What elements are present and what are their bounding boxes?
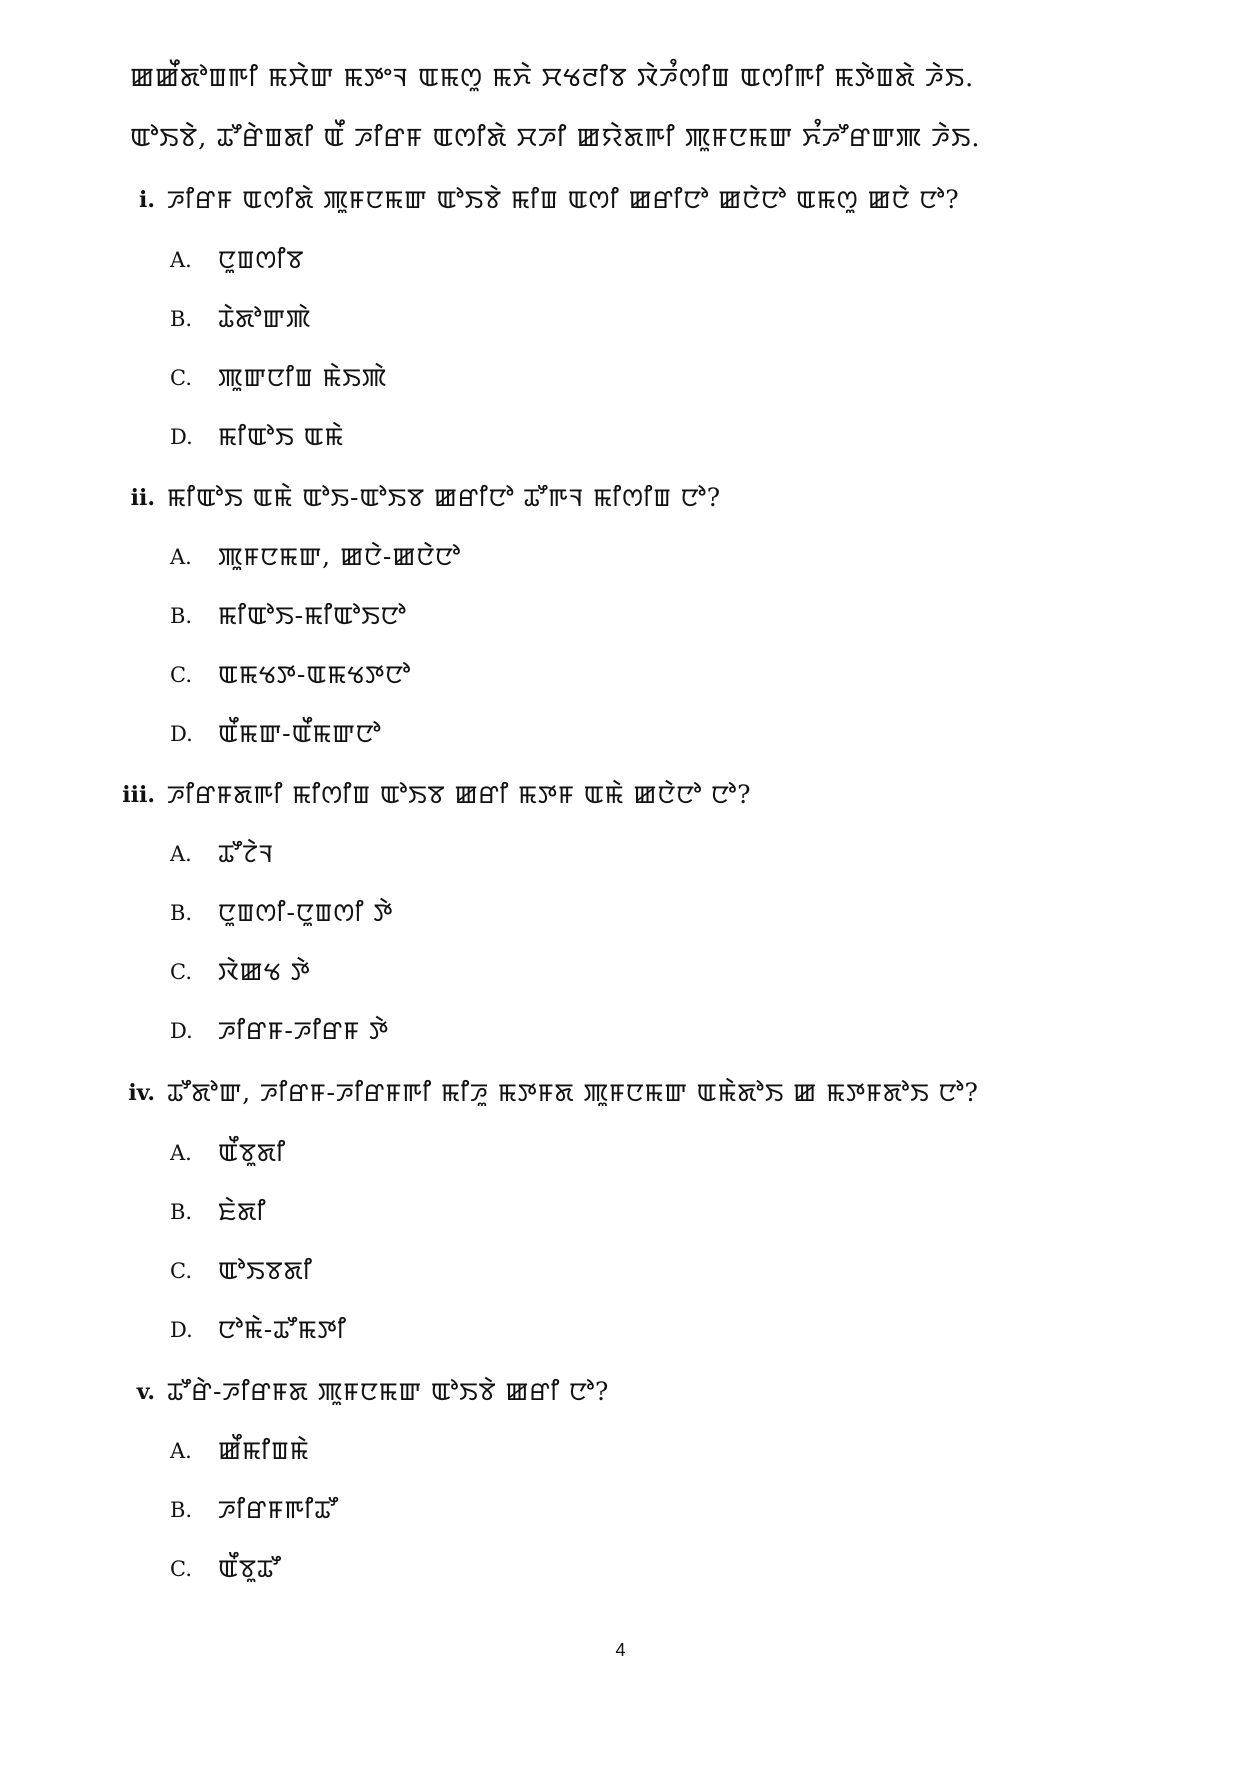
option-letter: D.	[170, 425, 193, 449]
option-letter: D.	[170, 1318, 193, 1342]
option-text: ꯍꯤꯔꯝꯒꯤꯊꯧ	[218, 1495, 339, 1524]
option-letter: C.	[170, 1259, 192, 1283]
option-letter: B.	[170, 604, 193, 628]
option-letter: B.	[170, 307, 193, 331]
option-text: ꯃꯤꯑꯣꯏ ꯑꯃꯥ	[218, 422, 345, 451]
option-letter: C.	[170, 960, 192, 984]
option-letter: B.	[170, 1498, 193, 1522]
option-letter: B.	[170, 901, 193, 925]
option-text: ꯊꯥꯗꯣꯛꯄꯥ	[218, 304, 312, 333]
option-text: ꯅꯨꯡꯁꯤꯕ	[218, 245, 305, 274]
option-text: ꯋꯥꯀꯠ ꯇꯥ	[218, 957, 311, 986]
option-text: ꯑꯩꯃꯛ-ꯑꯩꯃꯛꯅꯣ	[218, 719, 382, 748]
option-text: ꯐꯥꯗꯤ	[218, 1197, 267, 1226]
question-number: iii.	[122, 782, 155, 808]
option-letter: B.	[170, 1200, 193, 1224]
option-text: ꯄꯨꯝꯅꯃꯛ, ꯀꯅꯥ-ꯀꯅꯥꯅꯣ	[218, 542, 462, 571]
question-number: i.	[138, 187, 155, 213]
option-text: ꯅꯣꯃꯥ-ꯊꯧꯃꯇꯤ	[218, 1315, 347, 1344]
option-letter: C.	[170, 1557, 192, 1581]
option-text: ꯑꯩꯕꯨꯗꯤ	[218, 1138, 287, 1167]
option-text: ꯄꯨꯛꯅꯤꯡ ꯃꯥꯏꯄꯥ	[218, 363, 388, 392]
page-number: 4	[615, 1640, 626, 1660]
question-text: ꯍꯤꯔꯝꯗꯒꯤ ꯃꯤꯁꯤꯡ ꯑꯣꯏꯕ ꯀꯔꯤ ꯃꯇꯝ ꯑꯃꯥ ꯀꯅꯥꯅꯣ ꯅꯣ?	[167, 780, 752, 809]
option-text: ꯀꯩꯃꯤꯡꯃꯥ	[218, 1436, 310, 1465]
option-letter: A.	[170, 842, 192, 866]
option-text: ꯃꯤꯑꯣꯏ-ꯃꯤꯑꯣꯏꯅꯣ	[218, 601, 407, 630]
question-number: v.	[136, 1379, 155, 1405]
question-number: iv.	[128, 1080, 155, 1106]
question-text: ꯊꯧꯔꯥ-ꯍꯤꯔꯝꯗ ꯄꯨꯝꯅꯃꯛ ꯑꯣꯏꯕꯥ ꯀꯔꯤ ꯅꯣ?	[167, 1377, 610, 1406]
option-text: ꯊꯧꯖꯥꯜ	[218, 839, 275, 868]
option-letter: C.	[170, 663, 192, 687]
option-letter: D.	[170, 1019, 193, 1043]
question-text: ꯍꯤꯔꯝ ꯑꯁꯤꯗꯥ ꯄꯨꯝꯅꯃꯛ ꯑꯣꯏꯕꯥ ꯃꯤꯡ ꯑꯁꯤ ꯀꯔꯤꯅꯣ ꯀꯅꯥꯅꯣ ꯑꯃꯁꯨ ꯀꯅꯥ ꯅꯣ?	[167, 185, 960, 214]
option-letter: A.	[170, 1439, 192, 1463]
option-letter: A.	[170, 1141, 192, 1165]
option-letter: A.	[170, 545, 192, 569]
option-text: ꯍꯤꯔꯝ-ꯍꯤꯔꯝ ꯇꯥ	[218, 1016, 390, 1045]
option-text: ꯅꯨꯡꯁꯤ-ꯅꯨꯡꯁꯤ ꯇꯥ	[218, 898, 394, 927]
option-text: ꯑꯃꯠꯇ-ꯑꯃꯠꯇꯅꯣ	[218, 660, 412, 689]
question-text: ꯊꯧꯗꯣꯛ, ꯍꯤꯔꯝ-ꯍꯤꯔꯝꯒꯤ ꯃꯤꯍꯨ ꯃꯇꯝꯗ ꯄꯨꯝꯅꯃꯛ ꯑꯃꯥꯗꯣꯏ ꯀ ꯃꯇꯝꯗꯣꯏ ꯅꯣ?	[167, 1078, 979, 1107]
question-number: ii.	[130, 485, 155, 511]
intro-line-1: ꯀꯀꯩꯗꯣꯡꯒꯤ ꯃꯆꯥꯛ ꯃꯇꯦꯜ ꯑꯃꯁꯨ ꯃꯈꯥ ꯆꯠꯂꯤꯕ ꯋꯥꯍꯪꯁꯤꯡ ꯑꯁꯤꯒꯤ ꯃꯇꯥꯡꯗꯥ ꯍꯥꯏ.	[130, 63, 975, 93]
option-letter: C.	[170, 366, 192, 390]
intro-line-2: ꯑꯣꯏꯕꯥ, ꯊꯧꯔꯥꯡꯗꯤ ꯑꯩ ꯍꯤꯔꯝ ꯑꯁꯤꯗꯥ ꯆꯍꯤ ꯀꯌꯥꯗꯒꯤ ꯄꯨꯝꯅꯃꯛ ꯈꯪꯍꯧꯔꯛꯄ ꯍꯥꯏ.	[130, 123, 981, 153]
question-text: ꯃꯤꯑꯣꯏ ꯑꯃꯥ ꯑꯣꯏ-ꯑꯣꯏꯕ ꯀꯔꯤꯅꯣ ꯊꯧꯒꯜ ꯃꯤꯁꯤꯡ ꯅꯣ?	[167, 483, 722, 512]
option-text: ꯑꯩꯕꯨꯊꯧ	[218, 1554, 282, 1583]
option-text: ꯑꯣꯏꯕꯗꯤ	[218, 1256, 313, 1285]
option-letter: D.	[170, 722, 193, 746]
option-letter: A.	[170, 248, 192, 272]
